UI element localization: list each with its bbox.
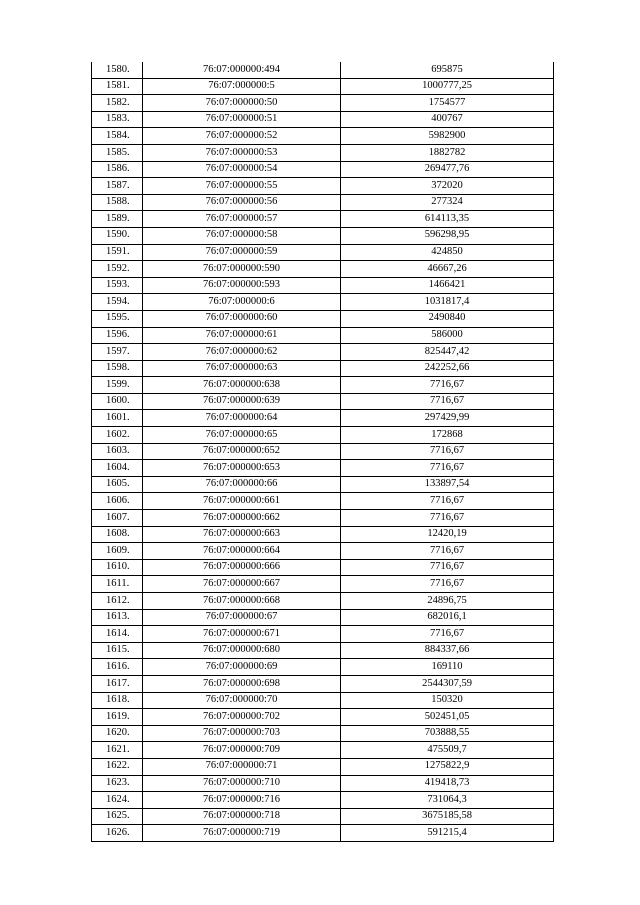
table-row: [92, 95, 554, 112]
cadastral-number-cell: 76:07:000000:662: [143, 510, 341, 527]
row-number-cell: 1615.: [92, 642, 143, 659]
value-cell: 703888,55: [341, 725, 554, 742]
cadastral-number-cell: 76:07:000000:6: [143, 294, 341, 311]
row-number-cell: 1584.: [92, 128, 143, 145]
table-row: [92, 825, 554, 842]
table-row: [92, 642, 554, 659]
row-number-cell: 1594.: [92, 294, 143, 311]
cadastral-number-cell: 76:07:000000:639: [143, 393, 341, 410]
table-row: [92, 476, 554, 493]
table-row: [92, 78, 554, 95]
row-number-cell: 1585.: [92, 144, 143, 161]
row-number-cell: 1593.: [92, 277, 143, 294]
cadastral-number-cell: 76:07:000000:663: [143, 526, 341, 543]
value-cell: 825447,42: [341, 344, 554, 361]
table-row: [92, 443, 554, 460]
cadastral-number-cell: 76:07:000000:703: [143, 725, 341, 742]
row-number-cell: 1607.: [92, 510, 143, 527]
row-number-cell: 1582.: [92, 95, 143, 112]
value-cell: 419418,73: [341, 775, 554, 792]
cadastral-number-cell: 76:07:000000:71: [143, 758, 341, 775]
table-row: [92, 294, 554, 311]
value-cell: 502451,05: [341, 709, 554, 726]
value-cell: 46667,26: [341, 261, 554, 278]
value-cell: 400767: [341, 111, 554, 128]
table-row: [92, 393, 554, 410]
row-number-cell: 1581.: [92, 78, 143, 95]
cadastral-number-cell: 76:07:000000:652: [143, 443, 341, 460]
table-row: [92, 543, 554, 560]
table-row: [92, 626, 554, 643]
value-cell: 7716,67: [341, 626, 554, 643]
table-row: [92, 692, 554, 709]
table-row: [92, 62, 554, 78]
cadastral-number-cell: 76:07:000000:680: [143, 642, 341, 659]
cadastral-number-cell: 76:07:000000:62: [143, 344, 341, 361]
row-number-cell: 1603.: [92, 443, 143, 460]
cadastral-number-cell: 76:07:000000:50: [143, 95, 341, 112]
row-number-cell: 1604.: [92, 460, 143, 477]
cadastral-number-cell: 76:07:000000:55: [143, 178, 341, 195]
table-row: [92, 493, 554, 510]
table-row: [92, 675, 554, 692]
table-row: [92, 593, 554, 610]
row-number-cell: 1623.: [92, 775, 143, 792]
row-number-cell: 1601.: [92, 410, 143, 427]
cadastral-number-cell: 76:07:000000:58: [143, 227, 341, 244]
row-number-cell: 1622.: [92, 758, 143, 775]
value-cell: 169110: [341, 659, 554, 676]
row-number-cell: 1606.: [92, 493, 143, 510]
table-row: [92, 758, 554, 775]
value-cell: 7716,67: [341, 510, 554, 527]
table-row: [92, 344, 554, 361]
row-number-cell: 1618.: [92, 692, 143, 709]
value-cell: 269477,76: [341, 161, 554, 178]
table-row: [92, 277, 554, 294]
cadastral-number-cell: 76:07:000000:60: [143, 310, 341, 327]
cadastral-number-cell: 76:07:000000:716: [143, 792, 341, 809]
cadastral-number-cell: 76:07:000000:661: [143, 493, 341, 510]
row-number-cell: 1624.: [92, 792, 143, 809]
value-cell: 7716,67: [341, 559, 554, 576]
cadastral-number-cell: 76:07:000000:66: [143, 476, 341, 493]
value-cell: 150320: [341, 692, 554, 709]
row-number-cell: 1602.: [92, 427, 143, 444]
value-cell: 7716,67: [341, 543, 554, 560]
row-number-cell: 1610.: [92, 559, 143, 576]
row-number-cell: 1625.: [92, 808, 143, 825]
cadastral-number-cell: 76:07:000000:494: [143, 62, 341, 78]
table-row: [92, 161, 554, 178]
value-cell: 884337,66: [341, 642, 554, 659]
row-number-cell: 1599.: [92, 377, 143, 394]
value-cell: 1275822,9: [341, 758, 554, 775]
row-number-cell: 1583.: [92, 111, 143, 128]
table-row: [92, 377, 554, 394]
row-number-cell: 1611.: [92, 576, 143, 593]
value-cell: 277324: [341, 194, 554, 211]
value-cell: 1000777,25: [341, 78, 554, 95]
cadastral-number-cell: 76:07:000000:666: [143, 559, 341, 576]
value-cell: 12420,19: [341, 526, 554, 543]
cadastral-number-cell: 76:07:000000:52: [143, 128, 341, 145]
row-number-cell: 1588.: [92, 194, 143, 211]
value-cell: 2544307,59: [341, 675, 554, 692]
table-row: [92, 510, 554, 527]
value-cell: 1466421: [341, 277, 554, 294]
row-number-cell: 1612.: [92, 593, 143, 610]
value-cell: 2490840: [341, 310, 554, 327]
value-cell: 172868: [341, 427, 554, 444]
table-row: [92, 659, 554, 676]
table-row: [92, 460, 554, 477]
cadastral-number-cell: 76:07:000000:67: [143, 609, 341, 626]
value-cell: 7716,67: [341, 443, 554, 460]
row-number-cell: 1608.: [92, 526, 143, 543]
row-number-cell: 1591.: [92, 244, 143, 261]
table-row: [92, 178, 554, 195]
value-cell: 695875: [341, 62, 554, 78]
row-number-cell: 1596.: [92, 327, 143, 344]
value-cell: 5982900: [341, 128, 554, 145]
value-cell: 1031817,4: [341, 294, 554, 311]
table-row: [92, 709, 554, 726]
table-row: [92, 775, 554, 792]
row-number-cell: 1621.: [92, 742, 143, 759]
value-cell: 3675185,58: [341, 808, 554, 825]
table-row: [92, 576, 554, 593]
value-cell: 297429,99: [341, 410, 554, 427]
cadastral-number-cell: 76:07:000000:54: [143, 161, 341, 178]
table-row: [92, 808, 554, 825]
value-cell: 1754577: [341, 95, 554, 112]
table-row: [92, 227, 554, 244]
row-number-cell: 1590.: [92, 227, 143, 244]
value-cell: 731064,3: [341, 792, 554, 809]
value-cell: 1882782: [341, 144, 554, 161]
row-number-cell: 1609.: [92, 543, 143, 560]
cadastral-number-cell: 76:07:000000:61: [143, 327, 341, 344]
value-cell: 7716,67: [341, 576, 554, 593]
cadastral-number-cell: 76:07:000000:590: [143, 261, 341, 278]
cadastral-number-cell: 76:07:000000:56: [143, 194, 341, 211]
table-row: [92, 526, 554, 543]
cadastral-number-cell: 76:07:000000:671: [143, 626, 341, 643]
cadastral-number-cell: 76:07:000000:710: [143, 775, 341, 792]
table-row: [92, 211, 554, 228]
cadastral-number-cell: 76:07:000000:719: [143, 825, 341, 842]
table-row: [92, 327, 554, 344]
cadastral-number-cell: 76:07:000000:698: [143, 675, 341, 692]
cadastral-number-cell: 76:07:000000:593: [143, 277, 341, 294]
row-number-cell: 1589.: [92, 211, 143, 228]
row-number-cell: 1620.: [92, 725, 143, 742]
value-cell: 7716,67: [341, 460, 554, 477]
cadastral-number-cell: 76:07:000000:59: [143, 244, 341, 261]
cadastral-number-cell: 76:07:000000:63: [143, 360, 341, 377]
cadastral-number-cell: 76:07:000000:53: [143, 144, 341, 161]
cadastral-number-cell: 76:07:000000:664: [143, 543, 341, 560]
row-number-cell: 1616.: [92, 659, 143, 676]
cadastral-number-cell: 76:07:000000:64: [143, 410, 341, 427]
cadastral-number-cell: 76:07:000000:653: [143, 460, 341, 477]
value-cell: 7716,67: [341, 493, 554, 510]
cadastral-number-cell: 76:07:000000:51: [143, 111, 341, 128]
table-row: [92, 111, 554, 128]
value-cell: 614113,35: [341, 211, 554, 228]
value-cell: 24896,75: [341, 593, 554, 610]
value-cell: 242252,66: [341, 360, 554, 377]
table-row: [92, 128, 554, 145]
row-number-cell: 1613.: [92, 609, 143, 626]
table-row: [92, 410, 554, 427]
table-row: [92, 792, 554, 809]
value-cell: 424850: [341, 244, 554, 261]
value-cell: 372020: [341, 178, 554, 195]
row-number-cell: 1598.: [92, 360, 143, 377]
table-row: [92, 609, 554, 626]
row-number-cell: 1586.: [92, 161, 143, 178]
value-cell: 596298,95: [341, 227, 554, 244]
row-number-cell: 1600.: [92, 393, 143, 410]
table-row: [92, 725, 554, 742]
row-number-cell: 1595.: [92, 310, 143, 327]
table-row: [92, 244, 554, 261]
cadastral-number-cell: 76:07:000000:57: [143, 211, 341, 228]
table-row: [92, 144, 554, 161]
cadastral-value-table: [91, 62, 554, 842]
row-number-cell: 1626.: [92, 825, 143, 842]
value-cell: 133897,54: [341, 476, 554, 493]
value-cell: 586000: [341, 327, 554, 344]
cadastral-number-cell: 76:07:000000:667: [143, 576, 341, 593]
table-row: [92, 310, 554, 327]
table-row: [92, 194, 554, 211]
row-number-cell: 1597.: [92, 344, 143, 361]
cadastral-number-cell: 76:07:000000:65: [143, 427, 341, 444]
row-number-cell: 1614.: [92, 626, 143, 643]
row-number-cell: 1617.: [92, 675, 143, 692]
cadastral-number-cell: 76:07:000000:702: [143, 709, 341, 726]
row-number-cell: 1605.: [92, 476, 143, 493]
table-row: [92, 261, 554, 278]
value-cell: 682016,1: [341, 609, 554, 626]
row-number-cell: 1592.: [92, 261, 143, 278]
cadastral-number-cell: 76:07:000000:70: [143, 692, 341, 709]
cadastral-number-cell: 76:07:000000:638: [143, 377, 341, 394]
cadastral-number-cell: 76:07:000000:709: [143, 742, 341, 759]
cadastral-number-cell: 76:07:000000:5: [143, 78, 341, 95]
row-number-cell: 1587.: [92, 178, 143, 195]
row-number-cell: 1580.: [92, 62, 143, 78]
table-row: [92, 360, 554, 377]
cadastral-number-cell: 76:07:000000:69: [143, 659, 341, 676]
value-cell: 7716,67: [341, 393, 554, 410]
value-cell: 475509,7: [341, 742, 554, 759]
cadastral-number-cell: 76:07:000000:668: [143, 593, 341, 610]
cadastral-number-cell: 76:07:000000:718: [143, 808, 341, 825]
table-row: [92, 559, 554, 576]
row-number-cell: 1619.: [92, 709, 143, 726]
value-cell: 7716,67: [341, 377, 554, 394]
table-row: [92, 742, 554, 759]
table-row: [92, 427, 554, 444]
value-cell: 591215,4: [341, 825, 554, 842]
table-body: [92, 62, 554, 841]
